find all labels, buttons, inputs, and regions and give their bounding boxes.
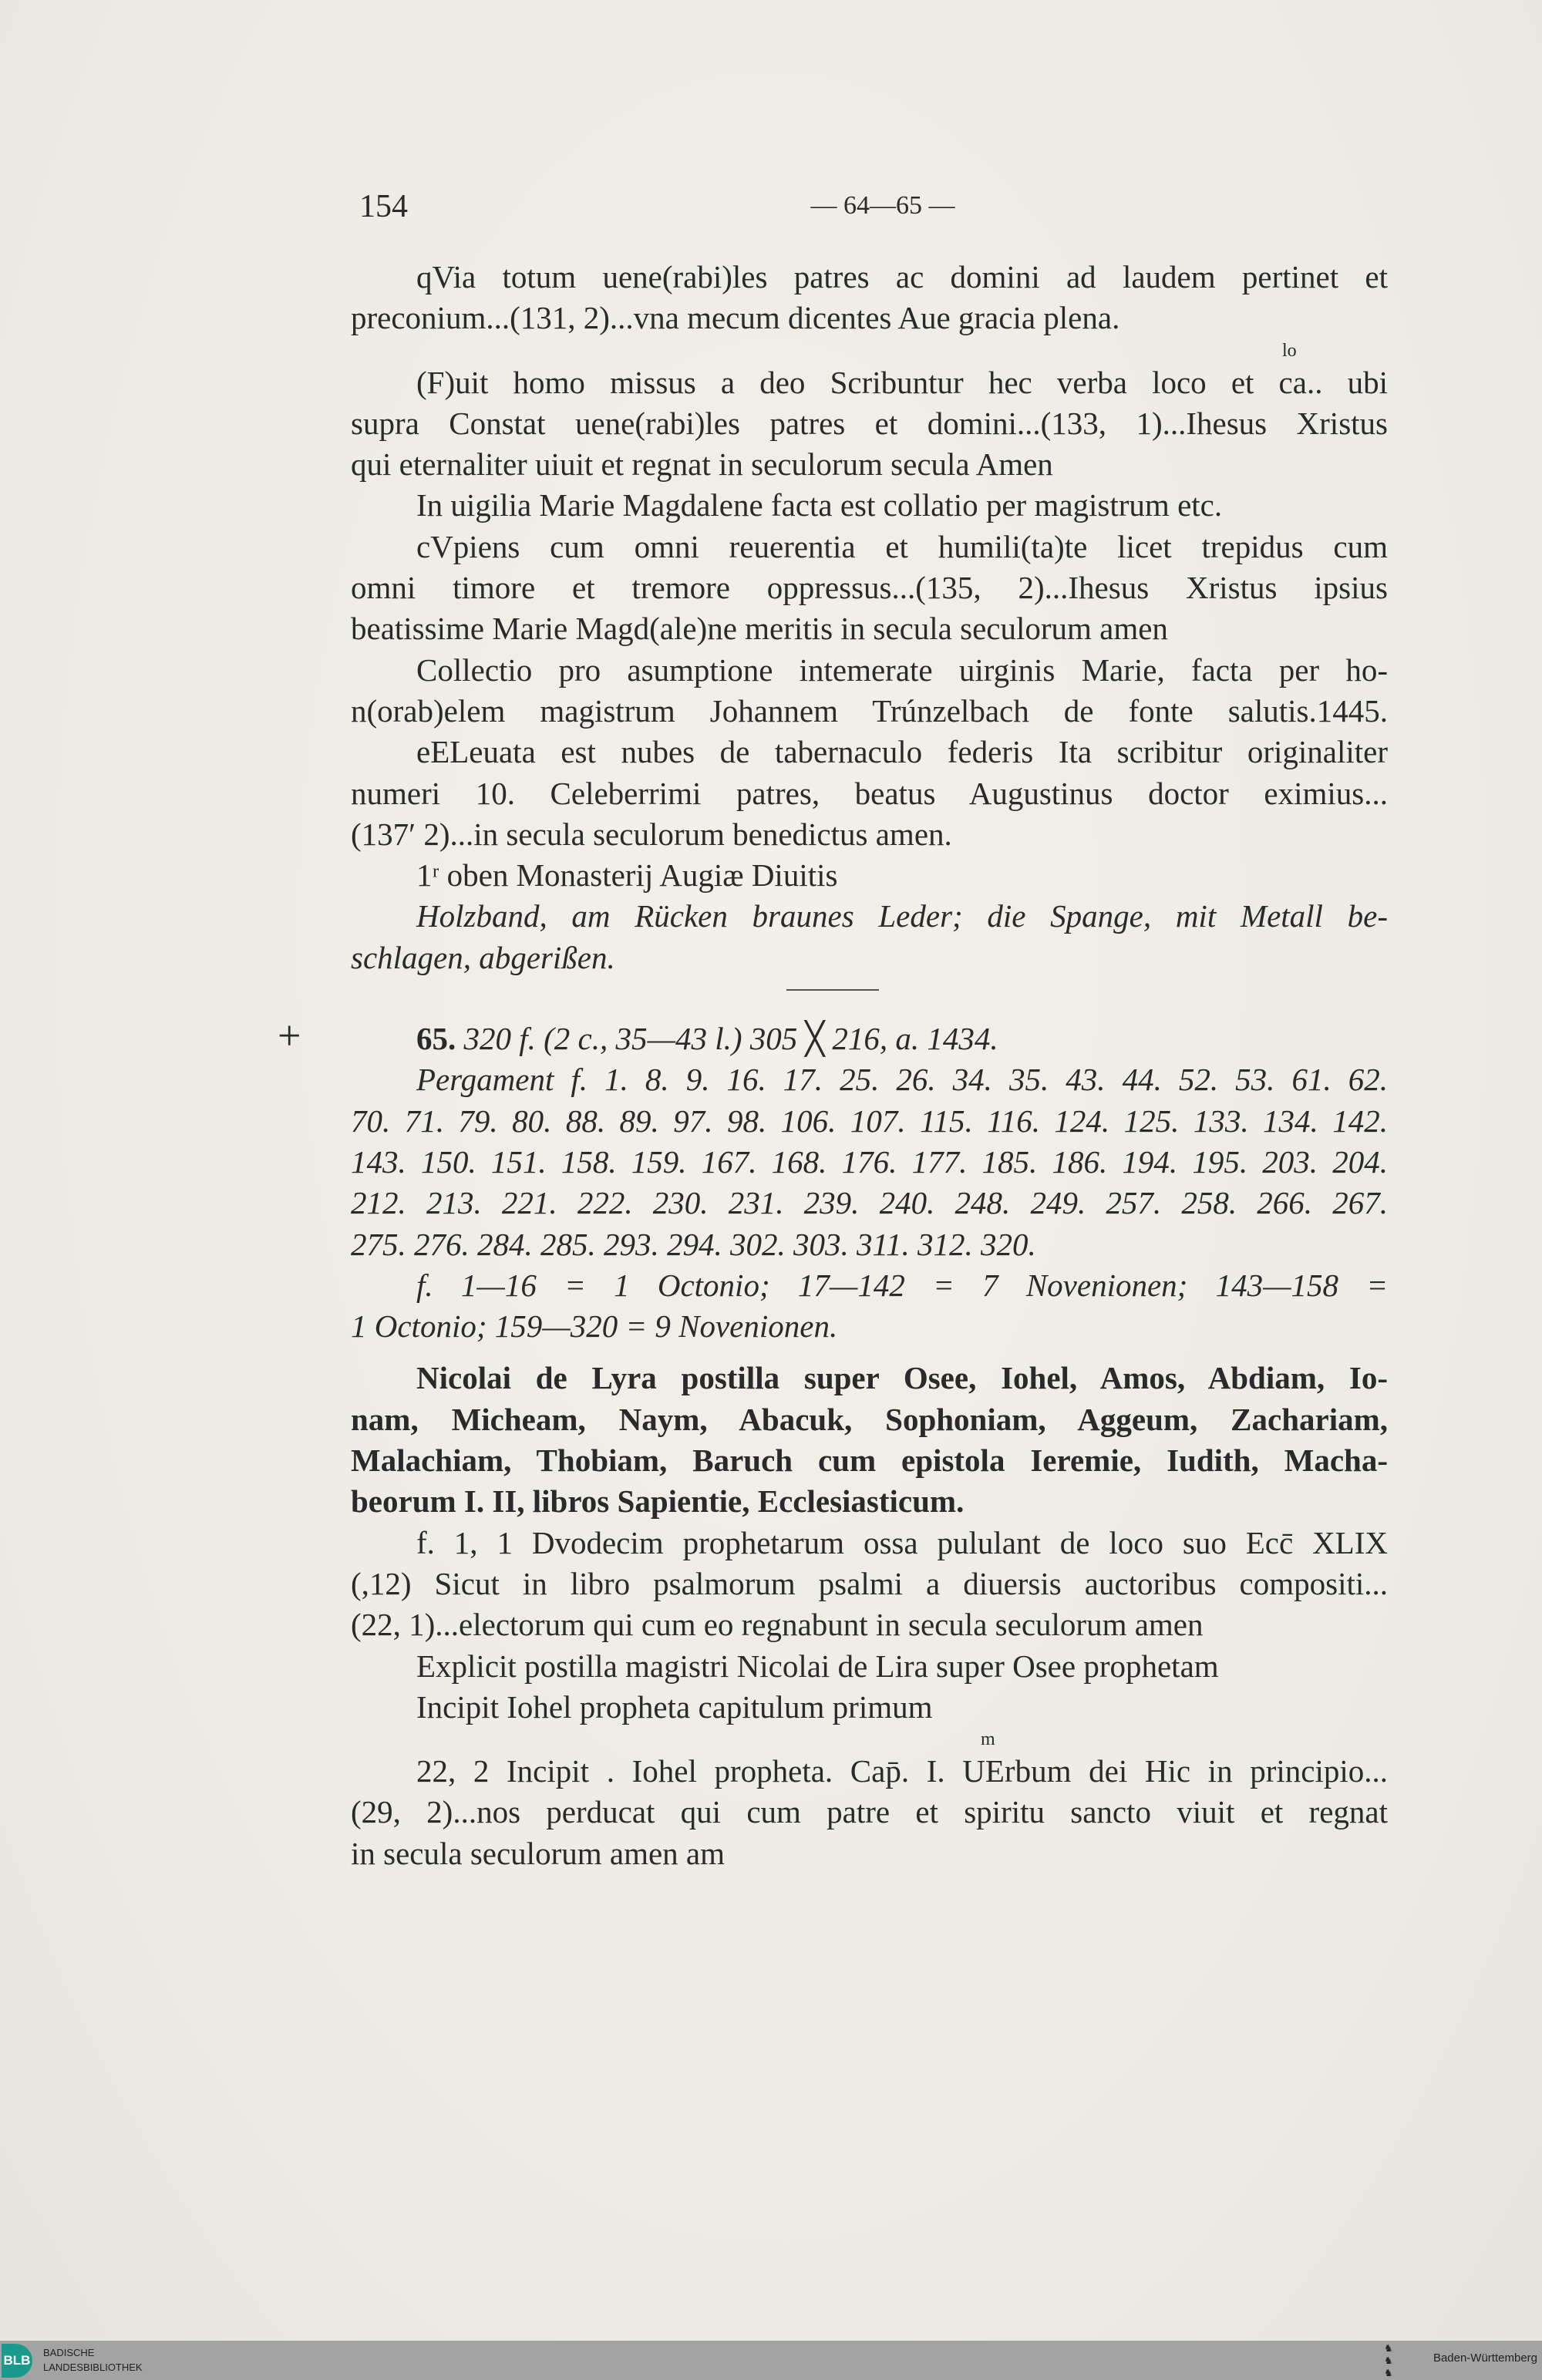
page-number: 154 (359, 189, 408, 224)
spacer (351, 1728, 1388, 1751)
title-line: beorum I. II, libros Sapientie, Ecclesiasticum. (351, 1483, 965, 1520)
library-name-line-1: BADISCHE (43, 2347, 95, 2358)
text-line: 275. 276. 284. 285. 293. 294. 302. 303. 311. 312. 320. (351, 1226, 1036, 1262)
separator-rule (786, 989, 879, 991)
library-name-line-2: LANDESBIBLIOTHEK (43, 2361, 143, 2373)
text-line: 143. 150. 151. 158. 159. 167. 168. 176. 177. 185. 186. 194. 195. 203. 204. (351, 1143, 1388, 1180)
text-line: f. 1, 1 Dvodecim prophetarum ossa pululant de loco suo Ecc̄ XLIX (416, 1524, 1388, 1560)
spacer (351, 1347, 1388, 1358)
text-line: 212. 213. 221. 222. 230. 231. 239. 240. 248. 249. 257. 258. 266. 267. (351, 1185, 1388, 1221)
text-line: qui eternaliter uiuit et regnat in seculorum secula Amen (351, 446, 1053, 483)
page-body (351, 257, 1388, 1874)
text-line: eELeuata est nubes de tabernaculo federis Ita scribitur originaliter (416, 734, 1388, 770)
text-line: (29, 2)...nos perducat qui cum patre et spiritu sancto viuit et regnat (351, 1794, 1388, 1830)
library-name (43, 2345, 143, 2375)
lions-crest-icon: ♞ ♞ ♞ (1384, 2342, 1393, 2378)
superscript-lo: lo (1282, 340, 1297, 361)
spacer (351, 978, 1388, 1018)
entry-number: 65. (416, 1021, 456, 1057)
text-line: n(orab)elem magistrum Johannem Trúnzelbach de fonte salutis.1445. (351, 692, 1388, 729)
text-line: preconium...(131, 2)...vna mecum dicentes Aue gracia plena. (351, 300, 1120, 336)
superscript-m: m (981, 1729, 995, 1750)
text-line: Incipit Iohel propheta capitulum primum (416, 1688, 933, 1725)
title-line: nam, Micheam, Naym, Abacuk, Sophoniam, Aggeum, Zachariam, (351, 1401, 1388, 1437)
entry-description: 320 f. (2 c., 35—43 l.) 305 ╳ 216, a. 1434. (463, 1021, 998, 1057)
title-line: Malachiam, Thobiam, Baruch cum epistola Ieremie, Iudith, Macha- (351, 1442, 1388, 1479)
margin-plus-mark: + (278, 1012, 301, 1059)
text-line: (F)uit homo missus a deo Scribuntur hec verba loco et ca.. ubi (416, 364, 1388, 400)
text-line: in secula seculorum amen am (351, 1835, 725, 1871)
text-line: numeri 10. Celeberrimi patres, beatus Augustinus doctor eximius... (351, 775, 1388, 811)
footer-bar (0, 2341, 1542, 2380)
blb-logo: BLB (2, 2344, 32, 2378)
text-line: Collectio pro asumptione intemerate uirginis Marie, facta per ho- (416, 651, 1388, 688)
text-line: omni timore et tremore oppressus...(135, 2)...Ihesus Xristus ipsius (351, 570, 1388, 606)
entry-heading (351, 1018, 1388, 1059)
text-line: qVia totum uene(rabi)les patres ac domini ad laudem pertinet et (416, 259, 1388, 295)
text-line: 1 Octonio; 159—320 = 9 Novenionen. (351, 1308, 838, 1345)
text-line: (137′ 2)...in secula seculorum benedictus amen. (351, 816, 952, 852)
text-line: f. 1—16 = 1 Octonio; 17—142 = 7 Novenionen; 143—158 = (416, 1267, 1388, 1303)
text-line: cVpiens cum omni reuerentia et humili(ta)te licet trepidus cum (416, 528, 1388, 564)
text-line: (,12) Sicut in libro psalmorum psalmi a diuersis auctoribus compositi... (351, 1565, 1388, 1601)
text-line: supra Constat uene(rabi)les patres et domini...(133, 1)...Ihesus Xristus (351, 405, 1388, 441)
text-line: Holzband, am Rücken braunes Leder; die Spange, mit Metall be- (416, 898, 1388, 934)
text-line: (22, 1)...electorum qui cum eo regnabunt in secula seculorum amen (351, 1607, 1204, 1643)
text-line: 70. 71. 79. 80. 88. 89. 97. 98. 106. 107. 115. 116. 124. 125. 133. 134. 142. (351, 1102, 1388, 1139)
text-line: Explicit postilla magistri Nicolai de Lira super Osee prophetam (416, 1648, 1219, 1684)
text-line: 1ʳ oben Monasterij Augiæ Diuitis (416, 857, 838, 894)
text-line: beatissime Marie Magd(ale)ne meritis in secula seculorum amen (351, 611, 1168, 647)
title-line: Nicolai de Lyra postilla super Osee, Iohel, Amos, Abdiam, Io- (416, 1360, 1388, 1396)
spacer (351, 339, 1388, 362)
running-head: — 64—65 — (810, 191, 955, 220)
text-line: In uigilia Marie Magdalene facta est collatio per magistrum etc. (416, 487, 1223, 523)
text-line: Pergament f. 1. 8. 9. 16. 17. 25. 26. 34. 35. 43. 44. 52. 53. 61. 62. (416, 1062, 1388, 1098)
state-name: Baden-Württemberg (1433, 2351, 1537, 2365)
text-line: 22, 2 Incipit . Iohel propheta. Cap̄. I. UErbum dei Hic in principio... (416, 1753, 1388, 1789)
text-line: schlagen, abgerißen. (351, 939, 615, 975)
